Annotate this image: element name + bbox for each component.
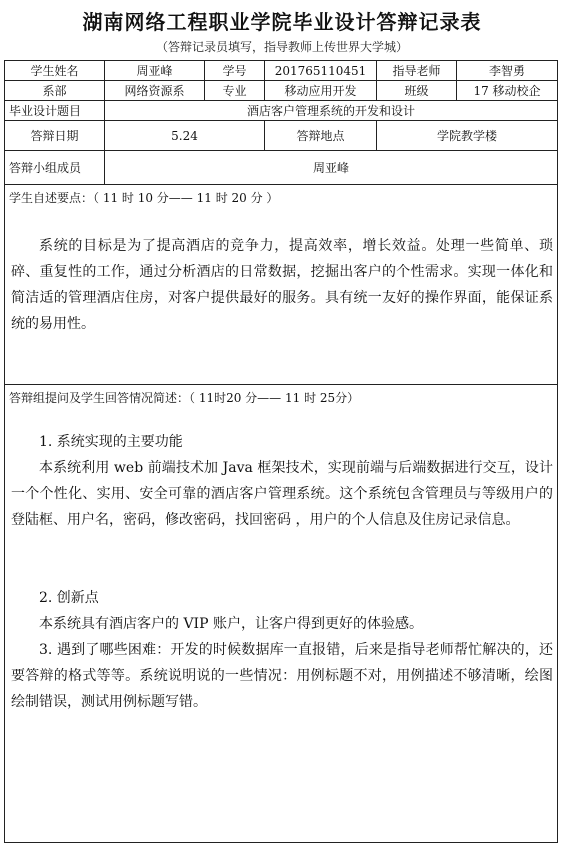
department-value: 网络资源系 (105, 81, 205, 100)
major-label: 专业 (205, 81, 265, 100)
qa-item-2-text: 本系统具有酒店客户的 VIP 账户，让客户得到更好的体验感。 (39, 616, 423, 632)
student-name-label: 学生姓名 (5, 61, 105, 80)
qa-item-1-title: 1. 系统实现的主要功能 (39, 434, 183, 450)
advisor-label: 指导老师 (377, 61, 457, 80)
department-label: 系部 (5, 81, 105, 100)
major-value: 移动应用开发 (265, 81, 377, 100)
row-panel (5, 151, 557, 185)
panel-value: 周亚峰 (312, 161, 349, 175)
student-id-label: 学号 (205, 61, 265, 80)
panel-label: 答辩小组成员 (5, 151, 105, 184)
form-title: 湖南网络工程职业学院毕业设计答辩记录表 (82, 10, 482, 34)
topic-label: 毕业设计题目 (5, 101, 105, 120)
topic-value: 酒店客户管理系统的开发和设计 (246, 104, 415, 118)
self-statement-text: 系统的目标是为了提高酒店的竞争力，提高效率，增长效益。处理一些简单、琐碎、重复性的工作，通过分析酒店的日常数据，挖掘出客户的个性需求。实现一体化和简洁适的管理酒店住房，对客户提供最好的服务。具有统一友好的操作界面，能保证系统的易用性。 (11, 238, 553, 332)
form-subtitle: （答辩记录员填写，指导教师上传世界大学城） (155, 40, 408, 54)
row-date-location (5, 121, 557, 151)
date-label: 答辩日期 (5, 121, 105, 150)
qa-section (5, 385, 557, 842)
student-name-value: 周亚峰 (105, 61, 205, 80)
location-value: 学院教学楼 (436, 129, 497, 143)
defense-record-form (4, 60, 558, 843)
date-value: 5.24 (105, 121, 265, 150)
advisor-value: 李智勇 (488, 64, 525, 78)
class-label: 班级 (377, 81, 457, 100)
row-department-info (5, 81, 557, 101)
student-id-value: 201765110451 (265, 61, 377, 80)
self-statement-heading: 学生自述要点：（ 11 时 10 分—— 11 时 20 分 ） (9, 191, 279, 205)
qa-item-2-title: 2. 创新点 (39, 590, 99, 606)
self-statement-section (5, 185, 557, 385)
location-label: 答辩地点 (265, 121, 377, 150)
row-topic (5, 101, 557, 121)
qa-item-1-text: 本系统利用 web 前端技术加 Java 框架技术，实现前端与后端数据进行交互，设计一个个性化、实用、安全可靠的酒店客户管理系统。这个系统包含管理员与等级用户的登陆框、用户名，密码，修改密码，找回密码 ，用户的个人信息及住房记录信息。 (11, 460, 553, 528)
row-student-info (5, 61, 557, 81)
qa-item-3-text: 3. 遇到了哪些困难：开发的时候数据库一直报错，后来是指导老师帮忙解决的，还要答辩的格式等等。系统说明说的一些情况：用例标题不对，用例描述不够清晰，绘图绘制错误，测试用例标题写错。 (11, 642, 553, 710)
qa-heading: 答辩组提问及学生回答情况简述：（ 11时20 分—— 11 时 25分） (9, 391, 360, 405)
class-value: 17 移动校企 (473, 84, 541, 98)
